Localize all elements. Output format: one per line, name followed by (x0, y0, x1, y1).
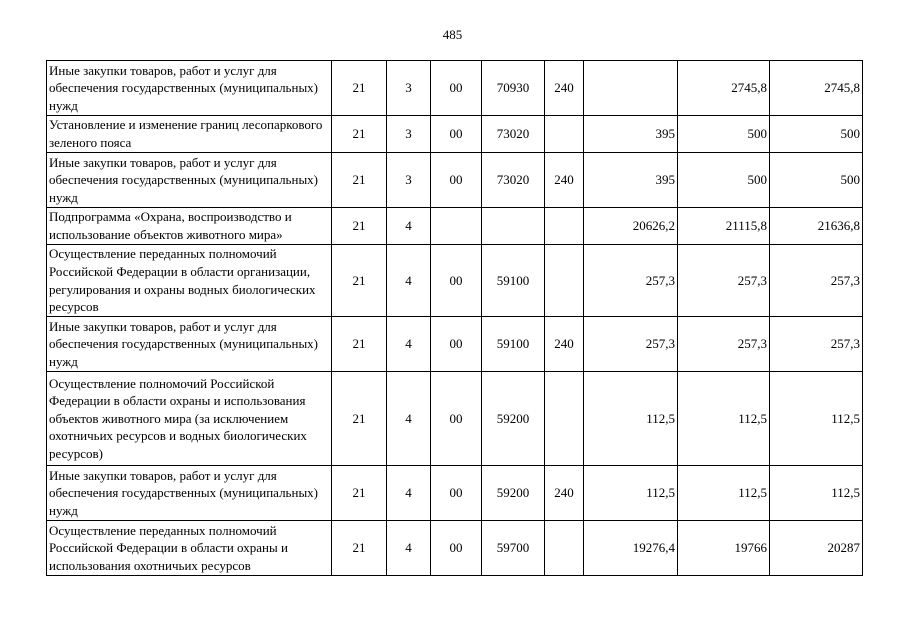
code-cell: 21 (332, 245, 387, 317)
code-cell: 00 (431, 521, 482, 576)
code-cell (545, 372, 584, 466)
code-cell: 4 (387, 466, 431, 521)
table-row (47, 116, 863, 153)
amount-cell: 500 (678, 116, 770, 153)
code-cell: 4 (387, 521, 431, 576)
code-cell: 59100 (482, 317, 545, 372)
amount-cell: 112,5 (770, 466, 863, 521)
table-row (47, 372, 863, 466)
code-cell: 00 (431, 245, 482, 317)
code-cell: 00 (431, 317, 482, 372)
code-cell: 4 (387, 245, 431, 317)
amount-cell: 112,5 (584, 372, 678, 466)
amount-cell: 257,3 (584, 317, 678, 372)
amount-cell: 500 (770, 153, 863, 208)
amount-cell: 112,5 (678, 466, 770, 521)
amount-cell: 500 (770, 116, 863, 153)
row-name-cell: Иные закупки товаров, работ и услуг для обеспечения государственных (муниципальных) нужд (47, 317, 332, 372)
amount-cell: 395 (584, 116, 678, 153)
code-cell: 70930 (482, 61, 545, 116)
row-name-cell: Иные закупки товаров, работ и услуг для обеспечения государственных (муниципальных) нужд (47, 153, 332, 208)
table-row (47, 521, 863, 576)
code-cell: 21 (332, 208, 387, 245)
amount-cell: 257,3 (584, 245, 678, 317)
code-cell: 240 (545, 466, 584, 521)
amount-cell: 21115,8 (678, 208, 770, 245)
row-name-cell: Осуществление переданных полномочий Российской Федерации в области организации, регулирования и охраны водных биологических ресурсов (47, 245, 332, 317)
code-cell: 3 (387, 116, 431, 153)
amount-cell: 19276,4 (584, 521, 678, 576)
code-cell: 240 (545, 153, 584, 208)
amount-cell: 20287 (770, 521, 863, 576)
code-cell: 59700 (482, 521, 545, 576)
code-cell (482, 208, 545, 245)
code-cell (545, 245, 584, 317)
code-cell: 00 (431, 61, 482, 116)
code-cell: 59200 (482, 372, 545, 466)
code-cell: 21 (332, 317, 387, 372)
row-name-cell: Осуществление полномочий Российской Федерации в области охраны и использования объектов животного мира (за исключением охотничьих ресурсов и водных биологических ресурсов) (47, 372, 332, 466)
amount-cell: 395 (584, 153, 678, 208)
page-number: 485 (442, 27, 463, 42)
code-cell: 00 (431, 372, 482, 466)
budget-table (46, 60, 863, 576)
code-cell: 21 (332, 153, 387, 208)
code-cell: 00 (431, 116, 482, 153)
code-cell: 59200 (482, 466, 545, 521)
code-cell: 59100 (482, 245, 545, 317)
code-cell: 240 (545, 61, 584, 116)
code-cell: 240 (545, 317, 584, 372)
table-row (47, 153, 863, 208)
table-row (47, 466, 863, 521)
code-cell: 21 (332, 521, 387, 576)
table-row (47, 208, 863, 245)
row-name-cell: Иные закупки товаров, работ и услуг для обеспечения государственных (муниципальных) нужд (47, 61, 332, 116)
code-cell (431, 208, 482, 245)
code-cell: 21 (332, 116, 387, 153)
amount-cell: 257,3 (770, 245, 863, 317)
code-cell: 00 (431, 466, 482, 521)
row-name-cell: Осуществление переданных полномочий Российской Федерации в области охраны и использования охотничьих ресурсов (47, 521, 332, 576)
code-cell (545, 521, 584, 576)
code-cell: 3 (387, 153, 431, 208)
amount-cell: 112,5 (678, 372, 770, 466)
amount-cell: 257,3 (770, 317, 863, 372)
amount-cell: 21636,8 (770, 208, 863, 245)
code-cell: 4 (387, 317, 431, 372)
amount-cell: 20626,2 (584, 208, 678, 245)
table-row (47, 61, 863, 116)
code-cell (545, 116, 584, 153)
code-cell: 21 (332, 372, 387, 466)
amount-cell: 500 (678, 153, 770, 208)
row-name-cell: Установление и изменение границ лесопаркового зеленого пояса (47, 116, 332, 153)
amount-cell (584, 61, 678, 116)
code-cell: 4 (387, 372, 431, 466)
amount-cell: 2745,8 (678, 61, 770, 116)
code-cell: 4 (387, 208, 431, 245)
amount-cell: 2745,8 (770, 61, 863, 116)
table-row (47, 245, 863, 317)
row-name-cell: Подпрограмма «Охрана, воспроизводство и использование объектов животного мира» (47, 208, 332, 245)
code-cell: 21 (332, 61, 387, 116)
amount-cell: 112,5 (584, 466, 678, 521)
code-cell: 73020 (482, 116, 545, 153)
code-cell: 21 (332, 466, 387, 521)
code-cell: 73020 (482, 153, 545, 208)
table-row (47, 317, 863, 372)
amount-cell: 257,3 (678, 317, 770, 372)
code-cell (545, 208, 584, 245)
code-cell: 3 (387, 61, 431, 116)
amount-cell: 112,5 (770, 372, 863, 466)
code-cell: 00 (431, 153, 482, 208)
row-name-cell: Иные закупки товаров, работ и услуг для обеспечения государственных (муниципальных) нужд (47, 466, 332, 521)
amount-cell: 257,3 (678, 245, 770, 317)
amount-cell: 19766 (678, 521, 770, 576)
